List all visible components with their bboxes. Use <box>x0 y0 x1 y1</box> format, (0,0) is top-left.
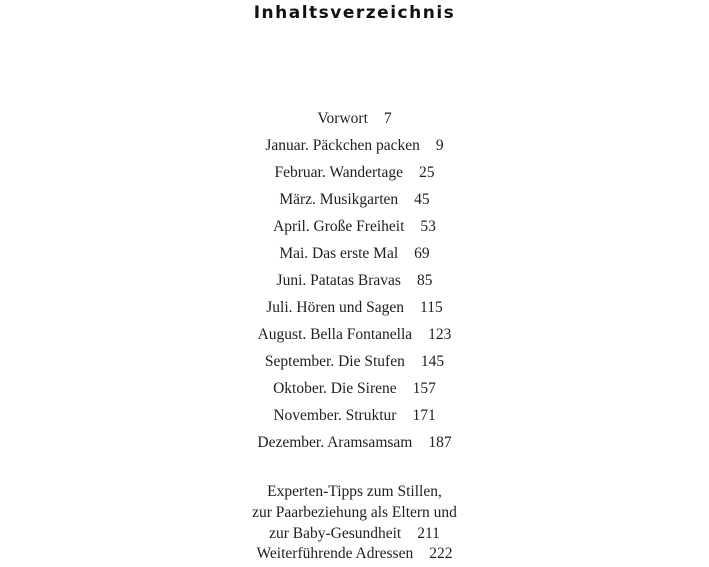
toc-entry-page: 53 <box>420 218 436 235</box>
toc-entry-page: 85 <box>416 272 433 289</box>
toc-entry-page: 115 <box>420 299 443 316</box>
toc-entry-page: 123 <box>428 326 452 343</box>
toc-entry <box>0 162 709 189</box>
toc-entry-label: Mai. Das erste Mal <box>279 245 399 262</box>
toc-entry-page: 171 <box>412 407 436 424</box>
toc-entry-label: März. Musikgarten <box>279 191 399 208</box>
toc-entry-line <box>0 523 709 544</box>
toc-entry-label: Weiterführende Adressen <box>256 545 414 562</box>
toc-entry-adressen <box>0 543 709 565</box>
toc-entry-line: zur Paarbeziehung als Eltern und <box>252 504 457 521</box>
toc-entry-experten-tipps <box>0 481 709 544</box>
toc-entry-label: November. Struktur <box>273 407 397 424</box>
toc-entry-label: Dezember. Aramsamsam <box>257 434 413 451</box>
toc-entry <box>0 270 709 297</box>
toc-entry-label: Vorwort <box>317 110 368 127</box>
toc-entry-label: Juni. Patatas Bravas <box>276 272 401 289</box>
toc-entry <box>0 324 709 351</box>
toc-entry-label: Oktober. Die Sirene <box>273 380 397 397</box>
toc-entry-page: 7 <box>383 110 392 127</box>
toc-entry <box>0 405 709 432</box>
toc-entry-label: Februar. Wandertage <box>274 164 403 181</box>
toc-entry-page: 157 <box>412 380 436 397</box>
toc-entry-label: April. Große Freiheit <box>273 218 405 235</box>
toc-entry-label: August. Bella Fontanella <box>257 326 413 343</box>
toc-entry <box>0 135 709 162</box>
toc-entry-page: 211 <box>417 525 440 542</box>
toc-entry-line: Experten-Tipps zum Stillen, <box>267 483 442 500</box>
toc-entry-page: 69 <box>414 245 430 262</box>
toc-entry-label: zur Baby-Gesundheit <box>269 525 402 542</box>
toc-entry <box>0 108 709 135</box>
toc-entry <box>0 432 709 459</box>
toc-entry-label: Juli. Hören und Sagen <box>266 299 405 316</box>
toc-list <box>0 108 709 459</box>
toc-entry-page: 222 <box>429 545 453 562</box>
toc-entry <box>0 351 709 378</box>
toc-entry-page: 25 <box>418 164 435 181</box>
toc-entry-page: 9 <box>435 137 444 154</box>
page-title: Inhaltsverzeichnis <box>253 3 456 23</box>
toc-entry <box>0 216 709 243</box>
toc-entry <box>0 243 709 270</box>
toc-entry <box>0 297 709 324</box>
toc-entry-page: 187 <box>428 434 452 451</box>
toc-entry-label: Januar. Päckchen packen <box>265 137 420 154</box>
toc-entry-page: 145 <box>420 353 445 370</box>
toc-entry-label: September. Die Stufen <box>264 353 405 370</box>
toc-entry <box>0 378 709 405</box>
toc-entry <box>0 189 709 216</box>
toc-entry-page: 45 <box>414 191 430 208</box>
